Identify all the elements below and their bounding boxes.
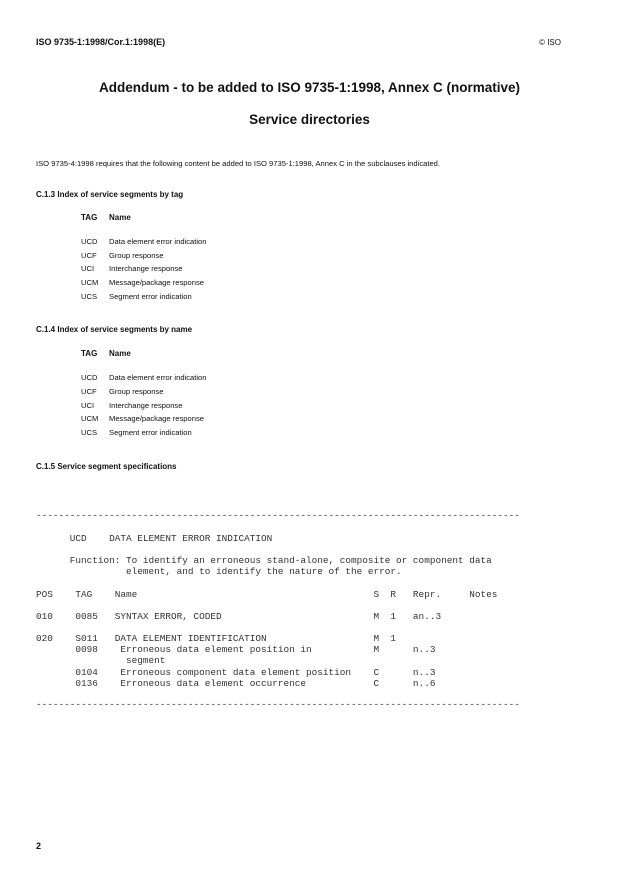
- list-item: UCD Data element error indication: [81, 373, 207, 382]
- col-tag: TAG: [81, 349, 98, 358]
- section-heading: C.1.3 Index of service segments by tag: [36, 190, 184, 199]
- intro-paragraph: ISO 9735-4:1998 requires that the following content be added to ISO 9735-1:1998, Annex C in the subclauses indicated.: [36, 159, 441, 168]
- spec-column-header: POS TAG Name S R Repr. Notes: [36, 589, 498, 600]
- list-item: UCM Message/package response: [81, 414, 204, 423]
- page-subtitle: Service directories: [249, 112, 370, 127]
- col-tag: TAG: [81, 213, 98, 222]
- spec-row: 020 S011 DATA ELEMENT IDENTIFICATION M 1: [36, 633, 397, 644]
- list-item: UCS Segment error indication: [81, 428, 192, 437]
- spec-row: segment: [36, 655, 166, 666]
- spec-row: 010 0085 SYNTAX ERROR, CODED M 1 an..3: [36, 611, 442, 622]
- section-heading: C.1.4 Index of service segments by name: [36, 325, 193, 334]
- list-item: UCF Group response: [81, 251, 164, 260]
- list-item: UCI Interchange response: [81, 264, 183, 273]
- list-item: UCS Segment error indication: [81, 292, 192, 301]
- function-text: element, and to identify the nature of the error.: [36, 566, 402, 577]
- spec-row: 0098 Erroneous data element position in M n..3: [36, 644, 436, 655]
- list-item: UCF Group response: [81, 387, 164, 396]
- separator: --------------------------------------------------------------------------------------: [36, 699, 520, 710]
- list-item: UCI Interchange response: [81, 401, 183, 410]
- spec-row: 0136 Erroneous data element occurrence C n..6: [36, 678, 436, 689]
- segment-title: UCD DATA ELEMENT ERROR INDICATION: [36, 533, 273, 544]
- section-heading: C.1.5 Service segment specifications: [36, 462, 177, 471]
- col-name: Name: [109, 213, 131, 222]
- page-number: 2: [36, 841, 42, 851]
- list-item: UCD Data element error indication: [81, 237, 207, 246]
- list-item: UCM Message/package response: [81, 278, 204, 287]
- spec-row: 0104 Erroneous component data element position C n..3: [36, 667, 436, 678]
- page-title: Addendum - to be added to ISO 9735-1:1998, Annex C (normative): [98, 80, 521, 95]
- document-id: ISO 9735-1:1998/Cor.1:1998(E): [36, 37, 166, 47]
- separator: --------------------------------------------------------------------------------------: [36, 510, 520, 521]
- col-name: Name: [109, 349, 131, 358]
- function-text: Function: To identify an erroneous stand-alone, composite or component data: [36, 555, 492, 566]
- copyright: © ISO: [539, 38, 561, 47]
